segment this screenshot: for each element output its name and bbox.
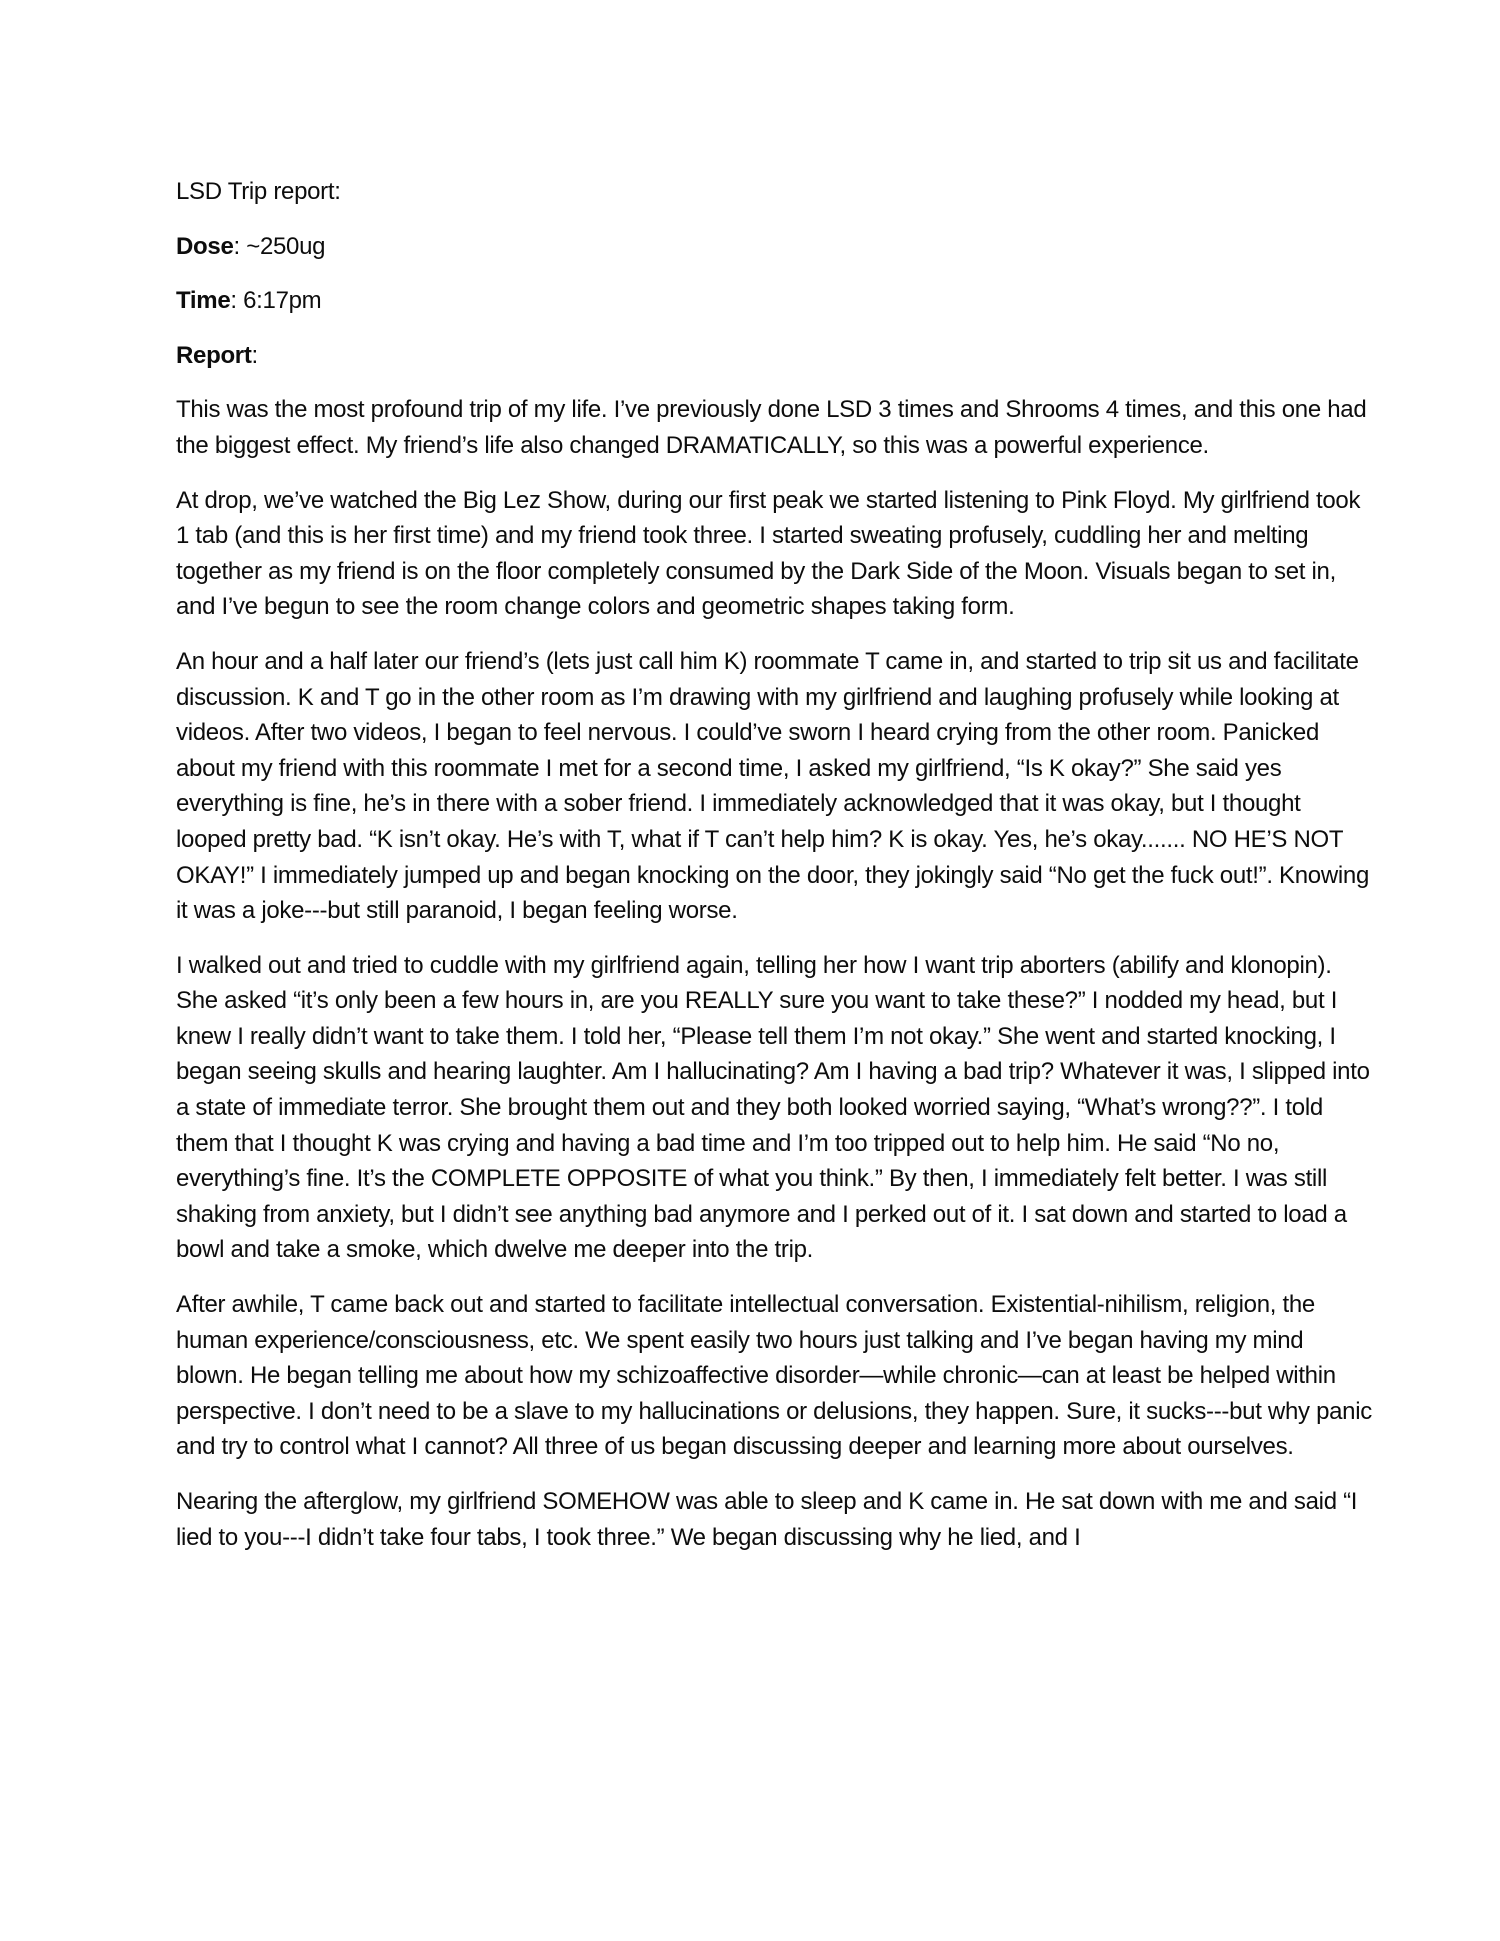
document-page xyxy=(176,174,1376,1574)
dose-value: : ~250ug xyxy=(233,232,326,260)
report-field xyxy=(176,338,1376,374)
report-paragraph: An hour and a half later our friend’s (lets just call him K) roommate T came in, and started to trip sit us and facilitate discussion. K and T go in the other room as I’m drawing with my girlfriend and laughing profusely while looking at videos. After two videos, I began to feel nervous. I could’ve sworn I heard crying from the other room. Panicked about my friend with this roommate I met for a second time, I asked my girlfriend, “Is K okay?” She said yes everything is fine, he’s in there with a sober friend. I immediately acknowledged that it was okay, but I thought looped pretty bad. “K isn’t okay. He’s with T, what if T can’t help him? K is okay. Yes, he’s okay....... NO HE’S NOT OKAY!” I immediately jumped up and began knocking on the door, they jokingly said “No get the fuck out!”. Knowing it was a joke---but still paranoid, I began feeling worse. xyxy=(176,647,1370,925)
report-colon: : xyxy=(251,341,258,369)
report-paragraph: Nearing the afterglow, my girlfriend SOMEHOW was able to sleep and K came in. He sat down with me and said “I lied to you---I didn’t take four tabs, I took three.” We began discussing why he lied, and I xyxy=(176,1488,1358,1551)
time-value: : 6:17pm xyxy=(230,287,322,315)
report-paragraph: After awhile, T came back out and started to facilitate intellectual conversation. Existential-nihilism, religion, the human experience/consciousness, etc. We spent easily two hours just talking and I’ve began having my mind blown. He began telling me about how my schizoaffective disorder—while chronic—can at least be helped within perspective. I don’t need to be a slave to my hallucinations or delusions, they happen. Sure, it sucks---but why panic and try to control what I cannot? All three of us began discussing deeper and learning more about ourselves. xyxy=(176,1291,1372,1461)
document-title: LSD Trip report: xyxy=(176,178,341,205)
dose-label: Dose xyxy=(176,232,234,260)
report-paragraph: This was the most profound trip of my life. I’ve previously done LSD 3 times and Shrooms 4 times, and this one had the biggest effect. My friend’s life also changed DRAMATICALLY, so this was a powerful experience. xyxy=(176,396,1367,459)
dose-field xyxy=(176,229,1376,265)
report-paragraph: I walked out and tried to cuddle with my girlfriend again, telling her how I want trip aborters (abilify and klonopin). She asked “it’s only been a few hours in, are you REALLY sure you want to take these?” I nodded my head, but I knew I really didn’t want to take them. I told her, “Please tell them I’m not okay.” She went and started knocking, I began seeing skulls and hearing laughter. Am I hallucinating? Am I having a bad trip? Whatever it was, I slipped into a state of immediate terror. She brought them out and they both looked worried saying, “What’s wrong??”. I told them that I thought K was crying and having a bad time and I’m too tripped out to help him. He said “No no, everything’s fine. It’s the COMPLETE OPPOSITE of what you think.” By then, I immediately felt better. I was still shaking from anxiety, but I didn’t see anything bad anymore and I perked out of it. I sat down and started to load a bowl and take a smoke, which dwelve me deeper into the trip. xyxy=(176,951,1370,1264)
time-field xyxy=(176,283,1376,319)
report-paragraph: At drop, we’ve watched the Big Lez Show, during our first peak we started listening to Pink Floyd. My girlfriend took 1 tab (and this is her first time) and my friend took three. I started sweating profusely, cuddling her and melting together as my friend is on the floor completely consumed by the Dark Side of the Moon. Visuals began to set in, and I’ve begun to see the room change colors and geometric shapes taking form. xyxy=(176,486,1361,621)
time-label: Time xyxy=(176,287,231,315)
report-label: Report xyxy=(176,341,252,369)
